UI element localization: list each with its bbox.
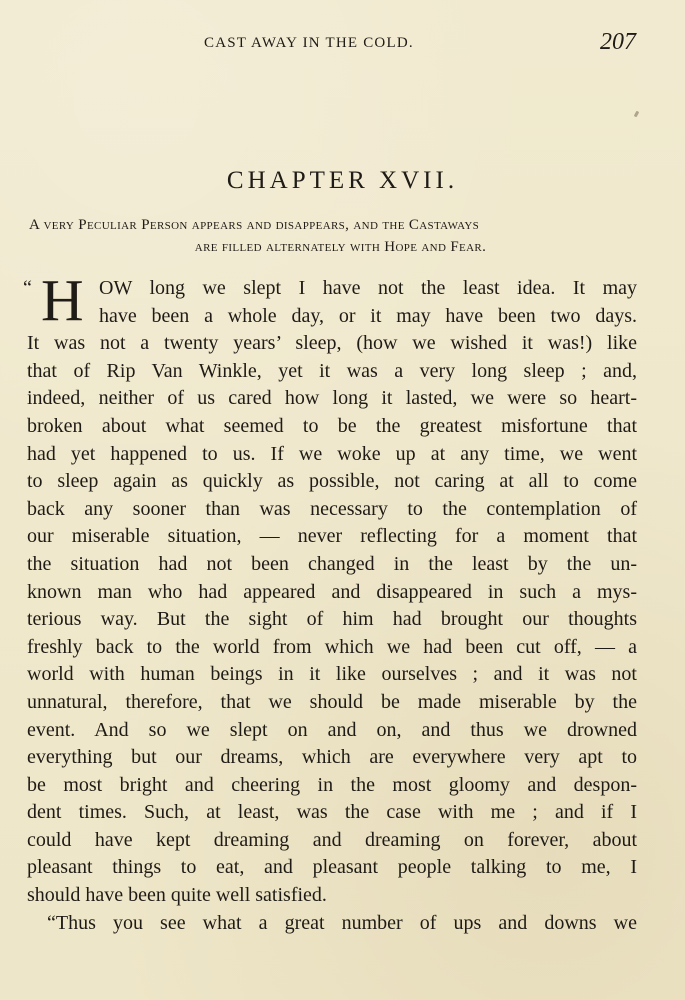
- body-line-7: had yet happened to us. If we woke up at any time, we went: [27, 442, 637, 465]
- body-line-19: be most bright and cheering in the most gloomy and despon-: [27, 773, 637, 796]
- body-line-14: freshly back to the world from which we had been cut off, — a: [27, 635, 637, 658]
- drop-cap-letter: H: [41, 267, 84, 333]
- body-line-17: event. And so we slept on and on, and thus we drowned: [27, 718, 637, 741]
- page-number: 207: [600, 29, 636, 55]
- body-line-6: broken about what seemed to be the greatest misfortune that: [27, 414, 637, 437]
- body-line-9: back any sooner than was necessary to the contemplation of: [27, 497, 637, 520]
- first-line-text: OW long we slept I have not the least idea. It may: [99, 277, 637, 299]
- chapter-summary: [29, 214, 638, 258]
- body-line-16: unnatural, therefore, that we should be made miserable by the: [27, 690, 637, 713]
- opening-quotation-mark: “: [23, 277, 32, 299]
- body-text: [23, 267, 637, 937]
- chapter-summary-line-2: are filled alternately with Hope and Fear.: [194, 239, 487, 255]
- chapter-title: CHAPTER XVII.: [226, 167, 459, 194]
- body-line-8: to sleep again as quickly as possible, not caring at all to come: [27, 470, 637, 493]
- body-line-22: pleasant things to eat, and pleasant people talking to me, I: [27, 856, 637, 879]
- body-line-13: terious way. But the sight of him had brought our thoughts: [27, 608, 637, 631]
- body-line-4: that of Rip Van Winkle, yet it was a very long sleep ; and,: [27, 359, 637, 382]
- body-line-11: the situation had not been changed in the least by the un-: [27, 552, 637, 575]
- chapter-summary-line-1: A very Peculiar Person appears and disappears, and the Castaways: [29, 217, 480, 233]
- body-line-10: our miserable situation, — never reflecting for a moment that: [27, 525, 637, 548]
- body-line-23: should have been quite well satisfied.: [27, 884, 327, 907]
- body-line-5: indeed, neither of us cared how long it lasted, we were so heart-: [27, 387, 637, 410]
- body-line-20: dent times. Such, at least, was the case with me ; and if I: [27, 801, 637, 824]
- body-line-18: everything but our dreams, which are everywhere very apt to: [27, 746, 637, 769]
- body-line-21: could have kept dreaming and dreaming on forever, about: [27, 828, 637, 851]
- running-header: [0, 31, 685, 61]
- body-line-3: It was not a twenty years’ sleep, (how we wished it was!) like: [27, 332, 637, 355]
- body-line-12: known man who had appeared and disappeared in such a mys-: [27, 580, 637, 603]
- second-paragraph-first-line: “Thus you see what a great number of ups and downs we: [47, 911, 637, 934]
- running-title: CAST AWAY IN THE COLD.: [204, 35, 414, 51]
- body-line-15: world with human beings in it like ourselves ; and it was not: [27, 663, 637, 686]
- body-line-2: have been a whole day, or it may have been two days.: [99, 304, 637, 327]
- small-ink-mark: [634, 111, 639, 118]
